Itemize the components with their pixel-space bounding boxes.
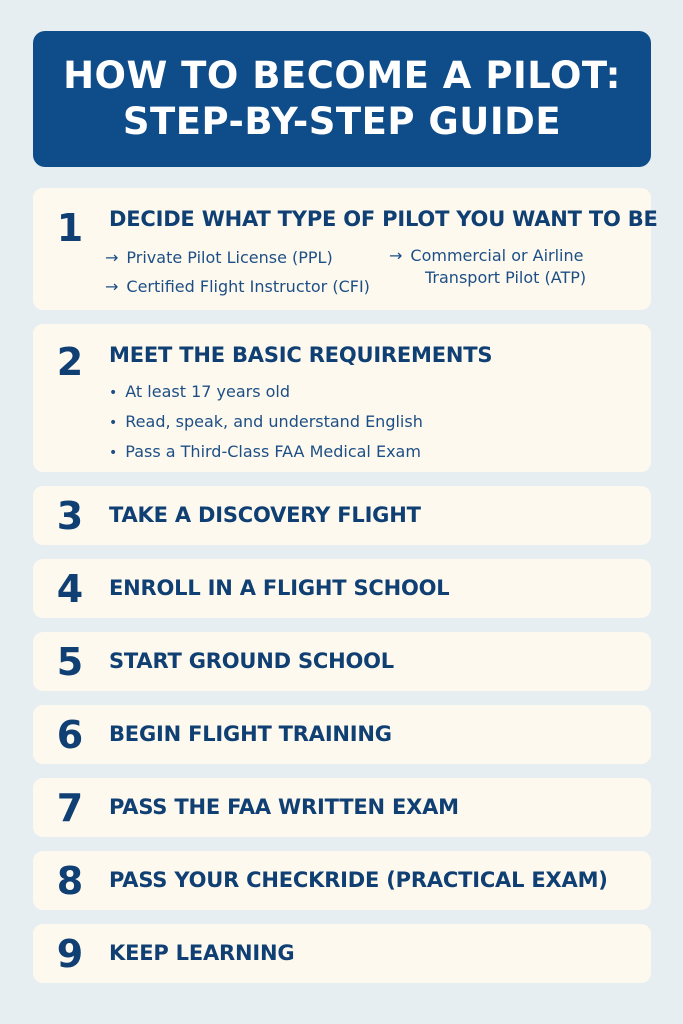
- page-title-line-2: STEP-BY-STEP GUIDE: [122, 100, 562, 143]
- step-number: 9: [56, 932, 84, 976]
- bullet-icon: •: [109, 415, 118, 431]
- step-card-7: [33, 778, 651, 837]
- arrow-icon: →: [389, 246, 403, 265]
- step-number: 3: [56, 494, 84, 538]
- page-title-line-1: HOW TO BECOME A PILOT:: [63, 54, 621, 97]
- arrow-icon: →: [105, 277, 119, 296]
- bullet-icon: •: [109, 445, 118, 461]
- requirement-item: • At least 17 years old: [109, 382, 291, 401]
- step-card-9: [33, 924, 651, 983]
- step-option: [389, 246, 583, 266]
- step-card-2: [33, 324, 651, 472]
- step-card-6: [33, 705, 651, 764]
- requirement-item: • Read, speak, and understand English: [109, 412, 423, 431]
- step-card-3: [33, 486, 651, 545]
- step-number: 1: [56, 206, 84, 250]
- step-title: PASS YOUR CHECKRIDE (PRACTICAL EXAM): [109, 868, 608, 892]
- step-title: PASS THE FAA WRITTEN EXAM: [109, 795, 459, 819]
- step-option: [105, 277, 370, 297]
- step-card-8: [33, 851, 651, 910]
- step-title: DECIDE WHAT TYPE OF PILOT YOU WANT TO BE: [109, 207, 658, 231]
- step-title: ENROLL IN A FLIGHT SCHOOL: [109, 576, 450, 600]
- step-card-5: [33, 632, 651, 691]
- arrow-icon: →: [105, 248, 119, 267]
- step-number: 8: [56, 859, 84, 903]
- step-card-4: [33, 559, 651, 618]
- step-title: KEEP LEARNING: [109, 941, 295, 965]
- step-number: 7: [56, 786, 84, 830]
- step-title: TAKE A DISCOVERY FLIGHT: [109, 503, 421, 527]
- step-option-label: Certified Flight Instructor (CFI): [126, 277, 370, 296]
- step-option-label: Private Pilot License (PPL): [126, 248, 333, 267]
- step-option-label: Commercial or Airline: [410, 246, 584, 265]
- step-card-1: [33, 188, 658, 310]
- step-title: START GROUND SCHOOL: [109, 649, 394, 673]
- step-number: 4: [56, 567, 84, 611]
- page-title: [33, 31, 651, 167]
- requirement-item: • Pass a Third-Class FAA Medical Exam: [109, 442, 421, 461]
- step-number: 6: [56, 713, 84, 757]
- step-option-continued: Transport Pilot (ATP): [425, 268, 587, 287]
- bullet-icon: •: [109, 385, 118, 401]
- step-number: 2: [56, 340, 84, 384]
- step-title: MEET THE BASIC REQUIREMENTS: [109, 343, 493, 367]
- step-option: [105, 248, 333, 268]
- step-title: BEGIN FLIGHT TRAINING: [109, 722, 392, 746]
- step-number: 5: [56, 640, 84, 684]
